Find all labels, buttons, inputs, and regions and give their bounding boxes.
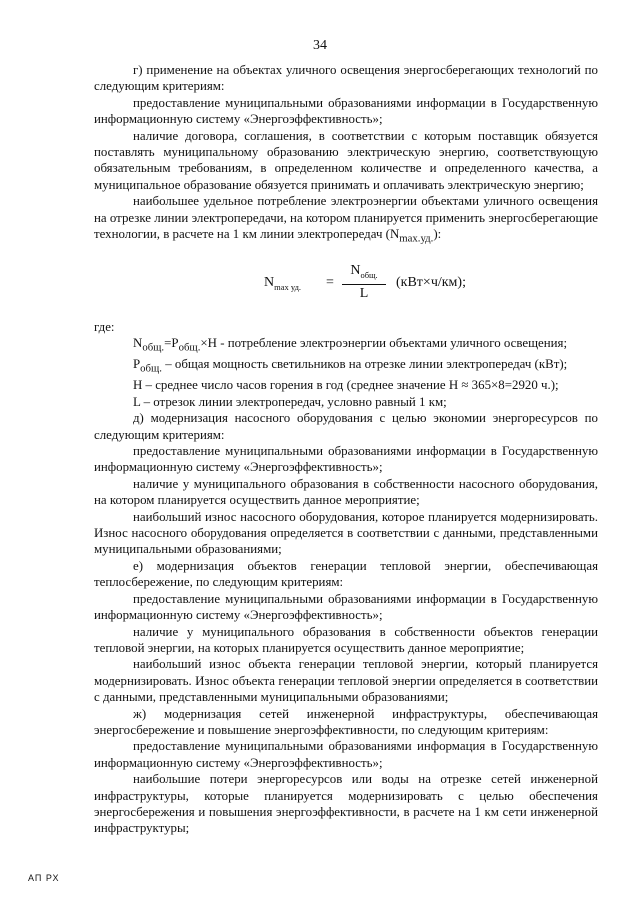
paragraph-e-info: предоставление муниципальными образованиями информации в Государственную информационную систему «Энергоэффективность»; xyxy=(94,591,598,623)
paragraph-d-wear: наибольший износ насосного оборудования, которое планируется модернизировать. Износ насосного оборудования определяется в соответствии с данными, представленными муниципальными образованиями; xyxy=(94,509,598,557)
where-label: где: xyxy=(94,320,115,335)
paragraph-d-intro: д) модернизация насосного оборудования с целью экономии энергоресурсов по следующим критериям: xyxy=(94,411,598,442)
definition-l-length: L – отрезок линии электропередач, условно равный 1 км; xyxy=(133,394,447,409)
formula-lhs-subscript: max уд. xyxy=(274,281,302,292)
paragraph-consumption-tail: ): xyxy=(433,227,442,242)
formula-numerator-subscript: общ. xyxy=(360,269,378,280)
paragraph-consumption-subscript: max.уд. xyxy=(399,232,434,245)
formula-numerator-symbol: N xyxy=(350,263,361,279)
def-p-text: – общая мощность светильников на отрезке линии электропередач (кВт); xyxy=(161,357,568,372)
formula-lhs xyxy=(264,275,301,295)
formula-nmax xyxy=(94,263,598,309)
paragraph-criterion-info: предоставление муниципальными образованиями информации в Государственную информационную систему «Энергоэффективность»; xyxy=(94,95,598,127)
paragraph-criterion-contract: наличие договора, соглашения, в соответствии с которым поставщик обязуется поставлять муниципальному образованию электрическую энергию, соответствующую обязательным требованиям, в определенном количестве и определенного качества, а муниципальное образование обязуется принимать и оплачивать электрическую энергию; xyxy=(94,128,598,192)
def-n-sub2: общ. xyxy=(178,342,201,355)
paragraph-d-info: предоставление муниципальными образованиями информации в Государственную информационную систему «Энергоэффективность»; xyxy=(94,444,598,475)
document-body xyxy=(94,62,598,837)
formula-fraction xyxy=(342,263,386,303)
page-number: 34 xyxy=(313,38,327,53)
definition-h-hours: Н – среднее число часов горения в год (среднее значение Н ≈ 365×8=2920 ч.); xyxy=(133,378,559,393)
formula-lhs-symbol: N xyxy=(264,275,275,291)
paragraph-consumption-text: наибольшее удельное потребление электроэнергии объектами уличного освещения на отрезке линии электропередачи, на котором планируется применить энергосберегающие технологии, в расчете на 1 км линии электропередач (N xyxy=(94,194,598,242)
def-n-sub: общ. xyxy=(142,342,165,355)
paragraph-g-intro: г) применение на объектах уличного освещения энергосберегающих технологий по следующим критериям: xyxy=(94,63,598,94)
def-p-sub: общ. xyxy=(140,363,162,376)
definition-n-total xyxy=(94,335,598,356)
paragraph-e-ownership: наличие у муниципального образования в собственности объектов генерации тепловой энергии, на которых планируется осуществить данное мероприятие; xyxy=(94,624,598,655)
def-p-symbol: P xyxy=(133,357,141,372)
formula-denominator: L xyxy=(359,286,369,302)
paragraph-d-ownership: наличие у муниципального образования в собственности насосного оборудования, на котором планируется осуществить данное мероприятие; xyxy=(94,476,598,508)
formula-equals: = xyxy=(326,275,334,291)
def-n-eq: =P xyxy=(164,336,179,351)
formula-unit: (кВт×ч/км); xyxy=(396,275,466,291)
definition-p-total xyxy=(94,356,598,377)
footer-label: АП РХ xyxy=(28,873,60,883)
paragraph-zh-losses: наибольшие потери энергоресурсов или воды на отрезке сетей инженерной инфраструктуры, которые планируется модернизировать с целью обеспечения энергосбережения и повышения энергоэффективности, в расчете на 1 км сети инженерной инфраструктуры; xyxy=(94,772,598,836)
paragraph-zh-info: предоставление муниципальными образованиями информация в Государственную информационную систему «Энергоэффективность»; xyxy=(94,739,598,770)
paragraph-e-intro: е) модернизация объектов генерации тепловой энергии, обеспечивающая теплосбережение, по следующим критериям: xyxy=(94,558,598,590)
paragraph-e-wear: наибольший износ объекта генерации тепловой энергии, который планируется модернизировать. Износ объекта генерации тепловой энергии определяется в соответствии с данными, представленными муниципальными образованиями; xyxy=(94,657,598,705)
def-n-symbol: N xyxy=(133,336,143,351)
def-n-tail: ×Н - потребление электроэнергии объектами уличного освещения; xyxy=(200,336,568,351)
formula-numerator xyxy=(342,263,386,285)
paragraph-criterion-consumption xyxy=(94,193,598,247)
paragraph-zh-intro: ж) модернизация сетей инженерной инфраструктуры, обеспечивающая энергосбережение и повышение энергоэффективности, по следующим критериям: xyxy=(94,706,598,737)
